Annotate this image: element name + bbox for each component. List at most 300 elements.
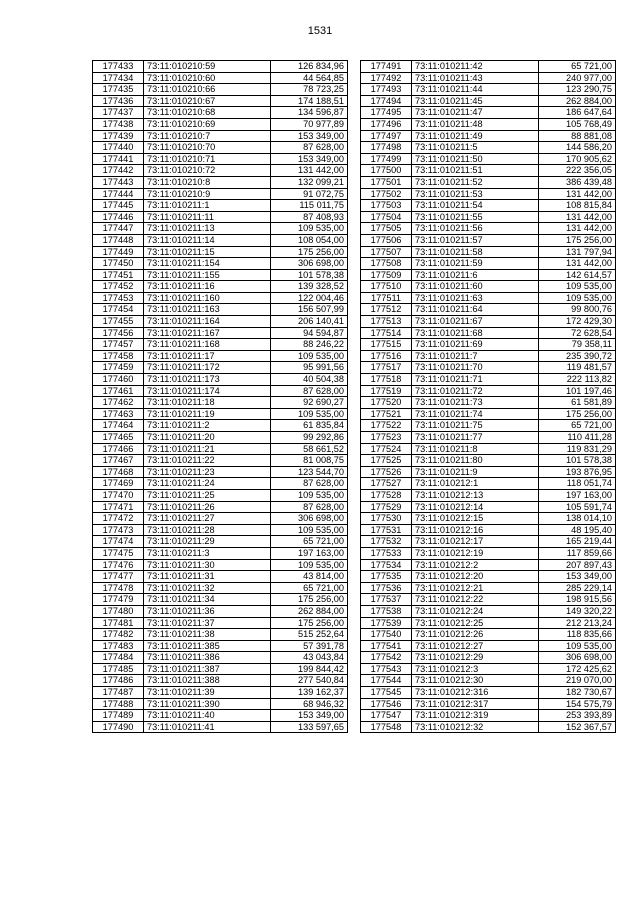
table-row bbox=[93, 350, 348, 362]
table-right bbox=[360, 60, 616, 733]
cadastral-number-cell: 73:11:010212:319 bbox=[412, 710, 539, 722]
row-number-cell: 177493 bbox=[361, 84, 412, 96]
row-number-cell: 177525 bbox=[361, 455, 412, 467]
table-row bbox=[361, 84, 616, 96]
row-number-cell: 177516 bbox=[361, 350, 412, 362]
value-cell: 61 581,89 bbox=[539, 397, 616, 409]
value-cell: 88 246,22 bbox=[271, 339, 348, 351]
cadastral-number-cell: 73:11:010211:24 bbox=[144, 478, 271, 490]
row-number-cell: 177498 bbox=[361, 142, 412, 154]
value-cell: 277 540,84 bbox=[271, 675, 348, 687]
row-number-cell: 177484 bbox=[93, 652, 144, 664]
row-number-cell: 177495 bbox=[361, 107, 412, 119]
table-row bbox=[361, 582, 616, 594]
row-number-cell: 177505 bbox=[361, 223, 412, 235]
table-row bbox=[93, 536, 348, 548]
row-number-cell: 177455 bbox=[93, 316, 144, 328]
table-row bbox=[361, 176, 616, 188]
row-number-cell: 177437 bbox=[93, 107, 144, 119]
cadastral-number-cell: 73:11:010211:20 bbox=[144, 432, 271, 444]
table-row bbox=[93, 258, 348, 270]
cadastral-number-cell: 73:11:010211:31 bbox=[144, 571, 271, 583]
table-row bbox=[361, 547, 616, 559]
cadastral-number-cell: 73:11:010211:75 bbox=[412, 420, 539, 432]
row-number-cell: 177513 bbox=[361, 316, 412, 328]
table-row bbox=[361, 524, 616, 536]
value-cell: 91 072,75 bbox=[271, 188, 348, 200]
row-number-cell: 177438 bbox=[93, 118, 144, 130]
table-row bbox=[93, 316, 348, 328]
value-cell: 131 442,00 bbox=[271, 165, 348, 177]
table-row bbox=[361, 571, 616, 583]
cadastral-number-cell: 73:11:010212:15 bbox=[412, 513, 539, 525]
row-number-cell: 177453 bbox=[93, 292, 144, 304]
value-cell: 109 535,00 bbox=[271, 408, 348, 420]
cadastral-number-cell: 73:11:010211:51 bbox=[412, 165, 539, 177]
table-row bbox=[361, 327, 616, 339]
value-cell: 131 442,00 bbox=[539, 188, 616, 200]
table-row bbox=[361, 107, 616, 119]
value-cell: 92 690,27 bbox=[271, 397, 348, 409]
table-row bbox=[93, 432, 348, 444]
cadastral-number-cell: 73:11:010211:155 bbox=[144, 269, 271, 281]
value-cell: 87 628,00 bbox=[271, 478, 348, 490]
cadastral-number-cell: 73:11:010211:34 bbox=[144, 594, 271, 606]
table-row bbox=[361, 188, 616, 200]
value-cell: 170 905,62 bbox=[539, 153, 616, 165]
row-number-cell: 177456 bbox=[93, 327, 144, 339]
table-row bbox=[93, 698, 348, 710]
table-row bbox=[361, 292, 616, 304]
row-number-cell: 177489 bbox=[93, 710, 144, 722]
cadastral-number-cell: 73:11:010210:70 bbox=[144, 142, 271, 154]
cadastral-number-cell: 73:11:010211:154 bbox=[144, 258, 271, 270]
value-cell: 285 229,14 bbox=[539, 582, 616, 594]
row-number-cell: 177536 bbox=[361, 582, 412, 594]
value-cell: 174 188,51 bbox=[271, 95, 348, 107]
cadastral-number-cell: 73:11:010211:388 bbox=[144, 675, 271, 687]
cadastral-number-cell: 73:11:010211:15 bbox=[144, 246, 271, 258]
table-row bbox=[361, 466, 616, 478]
row-number-cell: 177528 bbox=[361, 489, 412, 501]
value-cell: 132 099,21 bbox=[271, 176, 348, 188]
value-cell: 68 946,32 bbox=[271, 698, 348, 710]
cadastral-number-cell: 73:11:010211:14 bbox=[144, 234, 271, 246]
row-number-cell: 177492 bbox=[361, 72, 412, 84]
table-row bbox=[361, 339, 616, 351]
table-row bbox=[93, 130, 348, 142]
table-row bbox=[361, 234, 616, 246]
row-number-cell: 177459 bbox=[93, 362, 144, 374]
value-cell: 222 113,82 bbox=[539, 374, 616, 386]
value-cell: 139 328,52 bbox=[271, 281, 348, 293]
value-cell: 153 349,00 bbox=[271, 153, 348, 165]
cadastral-number-cell: 73:11:010211:36 bbox=[144, 605, 271, 617]
value-cell: 133 597,65 bbox=[271, 721, 348, 733]
table-row bbox=[361, 316, 616, 328]
table-row bbox=[361, 397, 616, 409]
value-cell: 70 977,89 bbox=[271, 118, 348, 130]
table-row bbox=[93, 200, 348, 212]
cadastral-number-cell: 73:11:010212:26 bbox=[412, 629, 539, 641]
value-cell: 262 884,00 bbox=[271, 605, 348, 617]
value-cell: 65 721,00 bbox=[271, 536, 348, 548]
row-number-cell: 177445 bbox=[93, 200, 144, 212]
table-row bbox=[361, 200, 616, 212]
cadastral-number-cell: 73:11:010212:21 bbox=[412, 582, 539, 594]
cadastral-number-cell: 73:11:010212:22 bbox=[412, 594, 539, 606]
value-cell: 87 628,00 bbox=[271, 501, 348, 513]
row-number-cell: 177447 bbox=[93, 223, 144, 235]
cadastral-number-cell: 73:11:010211:9 bbox=[412, 466, 539, 478]
row-number-cell: 177470 bbox=[93, 489, 144, 501]
table-row bbox=[93, 72, 348, 84]
cadastral-number-cell: 73:11:010211:73 bbox=[412, 397, 539, 409]
row-number-cell: 177494 bbox=[361, 95, 412, 107]
table-row bbox=[93, 234, 348, 246]
row-number-cell: 177475 bbox=[93, 547, 144, 559]
cadastral-number-cell: 73:11:010212:32 bbox=[412, 721, 539, 733]
cadastral-number-cell: 73:11:010210:69 bbox=[144, 118, 271, 130]
value-cell: 99 292,86 bbox=[271, 432, 348, 444]
row-number-cell: 177511 bbox=[361, 292, 412, 304]
row-number-cell: 177535 bbox=[361, 571, 412, 583]
value-cell: 165 219,44 bbox=[539, 536, 616, 548]
cadastral-number-cell: 73:11:010210:68 bbox=[144, 107, 271, 119]
value-cell: 115 011,75 bbox=[271, 200, 348, 212]
row-number-cell: 177521 bbox=[361, 408, 412, 420]
row-number-cell: 177458 bbox=[93, 350, 144, 362]
value-cell: 126 834,96 bbox=[271, 61, 348, 73]
value-cell: 43 814,00 bbox=[271, 571, 348, 583]
row-number-cell: 177496 bbox=[361, 118, 412, 130]
table-row bbox=[93, 142, 348, 154]
table-row bbox=[93, 675, 348, 687]
value-cell: 206 140,41 bbox=[271, 316, 348, 328]
table-row bbox=[361, 385, 616, 397]
cadastral-number-cell: 73:11:010211:30 bbox=[144, 559, 271, 571]
value-cell: 306 698,00 bbox=[271, 258, 348, 270]
row-number-cell: 177512 bbox=[361, 304, 412, 316]
row-number-cell: 177491 bbox=[361, 61, 412, 73]
cadastral-number-cell: 73:11:010212:25 bbox=[412, 617, 539, 629]
row-number-cell: 177497 bbox=[361, 130, 412, 142]
value-cell: 253 393,89 bbox=[539, 710, 616, 722]
value-cell: 105 591,74 bbox=[539, 501, 616, 513]
table-row bbox=[93, 547, 348, 559]
value-cell: 219 070,00 bbox=[539, 675, 616, 687]
table-row bbox=[93, 385, 348, 397]
cadastral-number-cell: 73:11:010212:317 bbox=[412, 698, 539, 710]
table-row bbox=[93, 663, 348, 675]
row-number-cell: 177537 bbox=[361, 594, 412, 606]
table-row bbox=[361, 617, 616, 629]
table-row bbox=[93, 246, 348, 258]
table-row bbox=[361, 536, 616, 548]
value-cell: 134 596,87 bbox=[271, 107, 348, 119]
value-cell: 123 290,75 bbox=[539, 84, 616, 96]
cadastral-number-cell: 73:11:010211:50 bbox=[412, 153, 539, 165]
table-row bbox=[93, 223, 348, 235]
cadastral-number-cell: 73:11:010211:7 bbox=[412, 350, 539, 362]
row-number-cell: 177540 bbox=[361, 629, 412, 641]
value-cell: 156 507,99 bbox=[271, 304, 348, 316]
row-number-cell: 177441 bbox=[93, 153, 144, 165]
table-row bbox=[361, 153, 616, 165]
cadastral-number-cell: 73:11:010211:8 bbox=[412, 443, 539, 455]
cadastral-number-cell: 73:11:010211:60 bbox=[412, 281, 539, 293]
cadastral-number-cell: 73:11:010210:7 bbox=[144, 130, 271, 142]
table-row bbox=[361, 605, 616, 617]
cadastral-number-cell: 73:11:010211:55 bbox=[412, 211, 539, 223]
row-number-cell: 177472 bbox=[93, 513, 144, 525]
row-number-cell: 177522 bbox=[361, 420, 412, 432]
cadastral-number-cell: 73:11:010211:386 bbox=[144, 652, 271, 664]
row-number-cell: 177501 bbox=[361, 176, 412, 188]
cadastral-number-cell: 73:11:010211:25 bbox=[144, 489, 271, 501]
row-number-cell: 177469 bbox=[93, 478, 144, 490]
table-row bbox=[93, 292, 348, 304]
cadastral-number-cell: 73:11:010210:9 bbox=[144, 188, 271, 200]
value-cell: 153 349,00 bbox=[539, 571, 616, 583]
value-cell: 139 162,37 bbox=[271, 687, 348, 699]
value-cell: 131 442,00 bbox=[539, 258, 616, 270]
row-number-cell: 177474 bbox=[93, 536, 144, 548]
cadastral-number-cell: 73:11:010211:41 bbox=[144, 721, 271, 733]
table-row bbox=[93, 304, 348, 316]
table-row bbox=[93, 617, 348, 629]
cadastral-number-cell: 73:11:010211:11 bbox=[144, 211, 271, 223]
value-cell: 182 730,67 bbox=[539, 687, 616, 699]
value-cell: 44 564,85 bbox=[271, 72, 348, 84]
cadastral-number-cell: 73:11:010211:163 bbox=[144, 304, 271, 316]
value-cell: 153 349,00 bbox=[271, 130, 348, 142]
cadastral-number-cell: 73:11:010211:40 bbox=[144, 710, 271, 722]
value-cell: 109 535,00 bbox=[539, 281, 616, 293]
cadastral-number-cell: 73:11:010212:316 bbox=[412, 687, 539, 699]
table-row bbox=[361, 443, 616, 455]
table-row bbox=[93, 710, 348, 722]
cadastral-number-cell: 73:11:010212:19 bbox=[412, 547, 539, 559]
cadastral-number-cell: 73:11:010212:2 bbox=[412, 559, 539, 571]
cadastral-number-cell: 73:11:010211:43 bbox=[412, 72, 539, 84]
cadastral-number-cell: 73:11:010211:39 bbox=[144, 687, 271, 699]
table-row bbox=[361, 501, 616, 513]
cadastral-number-cell: 73:11:010212:1 bbox=[412, 478, 539, 490]
table-row bbox=[93, 420, 348, 432]
cadastral-number-cell: 73:11:010211:57 bbox=[412, 234, 539, 246]
value-cell: 109 535,00 bbox=[539, 292, 616, 304]
table-row bbox=[361, 640, 616, 652]
row-number-cell: 177490 bbox=[93, 721, 144, 733]
table-row bbox=[93, 188, 348, 200]
cadastral-number-cell: 73:11:010212:20 bbox=[412, 571, 539, 583]
table-row bbox=[93, 61, 348, 73]
row-number-cell: 177520 bbox=[361, 397, 412, 409]
cadastral-number-cell: 73:11:010211:53 bbox=[412, 188, 539, 200]
value-cell: 108 054,00 bbox=[271, 234, 348, 246]
row-number-cell: 177482 bbox=[93, 629, 144, 641]
cadastral-number-cell: 73:11:010211:27 bbox=[144, 513, 271, 525]
cadastral-number-cell: 73:11:010211:390 bbox=[144, 698, 271, 710]
cadastral-number-cell: 73:11:010211:167 bbox=[144, 327, 271, 339]
value-cell: 306 698,00 bbox=[271, 513, 348, 525]
row-number-cell: 177544 bbox=[361, 675, 412, 687]
cadastral-number-cell: 73:11:010211:74 bbox=[412, 408, 539, 420]
row-number-cell: 177440 bbox=[93, 142, 144, 154]
value-cell: 109 535,00 bbox=[271, 350, 348, 362]
value-cell: 109 535,00 bbox=[271, 489, 348, 501]
value-cell: 193 876,95 bbox=[539, 466, 616, 478]
table-row bbox=[93, 721, 348, 733]
value-cell: 199 844,42 bbox=[271, 663, 348, 675]
cadastral-number-cell: 73:11:010211:58 bbox=[412, 246, 539, 258]
table-row bbox=[93, 176, 348, 188]
table-row bbox=[361, 408, 616, 420]
row-number-cell: 177467 bbox=[93, 455, 144, 467]
table-row bbox=[361, 687, 616, 699]
table-row bbox=[361, 165, 616, 177]
table-row bbox=[361, 721, 616, 733]
value-cell: 109 535,00 bbox=[271, 524, 348, 536]
cadastral-number-cell: 73:11:010212:14 bbox=[412, 501, 539, 513]
value-cell: 99 800,76 bbox=[539, 304, 616, 316]
value-cell: 222 356,05 bbox=[539, 165, 616, 177]
row-number-cell: 177545 bbox=[361, 687, 412, 699]
value-cell: 138 014,10 bbox=[539, 513, 616, 525]
row-number-cell: 177506 bbox=[361, 234, 412, 246]
value-cell: 131 442,00 bbox=[539, 223, 616, 235]
value-cell: 118 051,74 bbox=[539, 478, 616, 490]
value-cell: 172 425,62 bbox=[539, 663, 616, 675]
value-cell: 172 429,30 bbox=[539, 316, 616, 328]
table-row bbox=[93, 513, 348, 525]
value-cell: 122 004,46 bbox=[271, 292, 348, 304]
table-row bbox=[93, 107, 348, 119]
cadastral-number-cell: 73:11:010211:37 bbox=[144, 617, 271, 629]
table-row bbox=[361, 559, 616, 571]
cadastral-number-cell: 73:11:010211:47 bbox=[412, 107, 539, 119]
value-cell: 105 768,49 bbox=[539, 118, 616, 130]
table-row bbox=[361, 350, 616, 362]
cadastral-number-cell: 73:11:010211:172 bbox=[144, 362, 271, 374]
value-cell: 88 881,08 bbox=[539, 130, 616, 142]
value-cell: 65 721,00 bbox=[271, 582, 348, 594]
row-number-cell: 177510 bbox=[361, 281, 412, 293]
row-number-cell: 177503 bbox=[361, 200, 412, 212]
row-number-cell: 177543 bbox=[361, 663, 412, 675]
table-row bbox=[93, 559, 348, 571]
row-number-cell: 177452 bbox=[93, 281, 144, 293]
table-row bbox=[361, 362, 616, 374]
table-row bbox=[361, 118, 616, 130]
row-number-cell: 177436 bbox=[93, 95, 144, 107]
row-number-cell: 177524 bbox=[361, 443, 412, 455]
row-number-cell: 177533 bbox=[361, 547, 412, 559]
table-row bbox=[93, 362, 348, 374]
value-cell: 87 408,93 bbox=[271, 211, 348, 223]
value-cell: 149 320,22 bbox=[539, 605, 616, 617]
table-row bbox=[93, 582, 348, 594]
cadastral-number-cell: 73:11:010211:71 bbox=[412, 374, 539, 386]
value-cell: 101 197,46 bbox=[539, 385, 616, 397]
table-row bbox=[361, 374, 616, 386]
value-cell: 306 698,00 bbox=[539, 652, 616, 664]
value-cell: 94 594,87 bbox=[271, 327, 348, 339]
row-number-cell: 177508 bbox=[361, 258, 412, 270]
cadastral-number-cell: 73:11:010211:160 bbox=[144, 292, 271, 304]
table-row bbox=[93, 408, 348, 420]
cadastral-number-cell: 73:11:010211:22 bbox=[144, 455, 271, 467]
cadastral-number-cell: 73:11:010212:16 bbox=[412, 524, 539, 536]
row-number-cell: 177500 bbox=[361, 165, 412, 177]
value-cell: 79 358,11 bbox=[539, 339, 616, 351]
row-number-cell: 177518 bbox=[361, 374, 412, 386]
table-row bbox=[361, 513, 616, 525]
row-number-cell: 177479 bbox=[93, 594, 144, 606]
value-cell: 117 859,66 bbox=[539, 547, 616, 559]
value-cell: 87 628,00 bbox=[271, 142, 348, 154]
cadastral-number-cell: 73:11:010211:38 bbox=[144, 629, 271, 641]
table-row bbox=[93, 153, 348, 165]
cadastral-number-cell: 73:11:010211:72 bbox=[412, 385, 539, 397]
row-number-cell: 177541 bbox=[361, 640, 412, 652]
cadastral-number-cell: 73:11:010211:16 bbox=[144, 281, 271, 293]
table-row bbox=[93, 652, 348, 664]
value-cell: 198 915,56 bbox=[539, 594, 616, 606]
row-number-cell: 177468 bbox=[93, 466, 144, 478]
table-row bbox=[93, 327, 348, 339]
row-number-cell: 177457 bbox=[93, 339, 144, 351]
table-row bbox=[93, 489, 348, 501]
table-row bbox=[93, 571, 348, 583]
value-cell: 101 578,38 bbox=[271, 269, 348, 281]
cadastral-number-cell: 73:11:010212:27 bbox=[412, 640, 539, 652]
table-row bbox=[361, 95, 616, 107]
row-number-cell: 177499 bbox=[361, 153, 412, 165]
row-number-cell: 177433 bbox=[93, 61, 144, 73]
table-row bbox=[93, 165, 348, 177]
value-cell: 108 815,84 bbox=[539, 200, 616, 212]
row-number-cell: 177439 bbox=[93, 130, 144, 142]
table-row bbox=[361, 258, 616, 270]
cadastral-number-cell: 73:11:010211:23 bbox=[144, 466, 271, 478]
row-number-cell: 177481 bbox=[93, 617, 144, 629]
value-cell: 262 884,00 bbox=[539, 95, 616, 107]
value-cell: 109 535,00 bbox=[271, 223, 348, 235]
row-number-cell: 177454 bbox=[93, 304, 144, 316]
cadastral-number-cell: 73:11:010212:13 bbox=[412, 489, 539, 501]
row-number-cell: 177546 bbox=[361, 698, 412, 710]
value-cell: 386 439,48 bbox=[539, 176, 616, 188]
table-row bbox=[361, 130, 616, 142]
table-row bbox=[93, 524, 348, 536]
row-number-cell: 177444 bbox=[93, 188, 144, 200]
cadastral-number-cell: 73:11:010211:1 bbox=[144, 200, 271, 212]
cadastral-number-cell: 73:11:010211:174 bbox=[144, 385, 271, 397]
table-row bbox=[93, 640, 348, 652]
table-row bbox=[361, 478, 616, 490]
row-number-cell: 177476 bbox=[93, 559, 144, 571]
row-number-cell: 177515 bbox=[361, 339, 412, 351]
cadastral-number-cell: 73:11:010211:45 bbox=[412, 95, 539, 107]
table-right-body bbox=[361, 61, 616, 733]
value-cell: 61 835,84 bbox=[271, 420, 348, 432]
table-row bbox=[93, 687, 348, 699]
row-number-cell: 177483 bbox=[93, 640, 144, 652]
row-number-cell: 177514 bbox=[361, 327, 412, 339]
cadastral-number-cell: 73:11:010211:32 bbox=[144, 582, 271, 594]
